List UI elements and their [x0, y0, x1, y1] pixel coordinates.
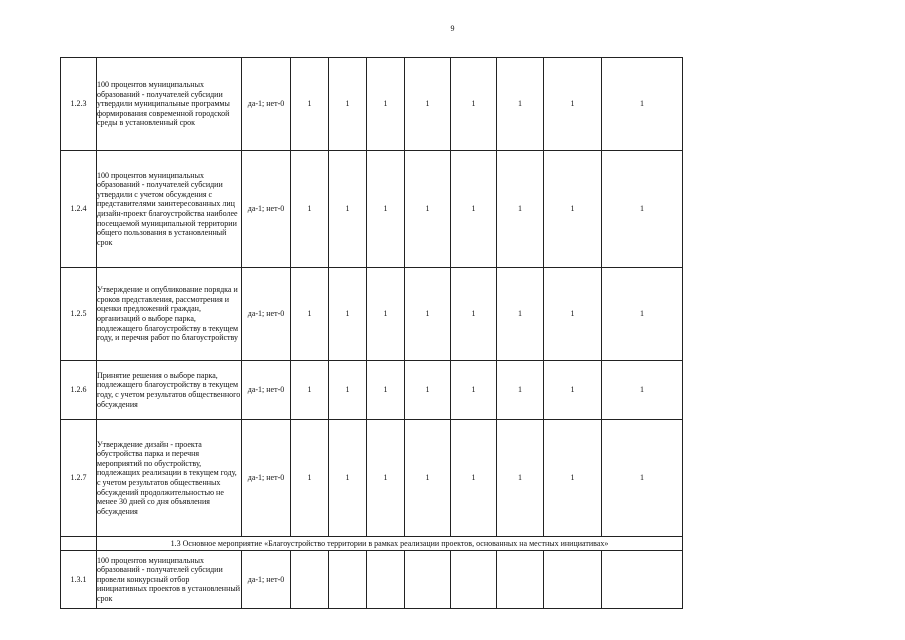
row-value — [329, 551, 367, 609]
page-number: 9 — [450, 24, 455, 33]
row-value: 1 — [602, 58, 683, 151]
row-value: 1 — [544, 361, 602, 420]
row-number: 1.2.7 — [61, 420, 97, 537]
row-value: 1 — [291, 361, 329, 420]
row-value: 1 — [367, 361, 405, 420]
section-title: 1.3 Основное мероприятие «Благоустройство территории в рамках реализации проектов, основанных на местных инициативах» — [97, 537, 683, 551]
row-value: 1 — [405, 151, 451, 268]
row-value — [602, 551, 683, 609]
indicators-table — [60, 57, 683, 609]
row-value: 1 — [329, 58, 367, 151]
row-description: Утверждение и опубликование порядка и сроков представления, рассмотрения и оценки предложений граждан, организаций о выборе парка, подлежащего благоустройству в текущем году, и перечня работ по благоустройству — [97, 268, 242, 361]
row-value: 1 — [291, 420, 329, 537]
section-spacer — [61, 537, 97, 551]
row-description: Утверждение дизайн - проекта обустройства парка и перечня мероприятий по обустройству, подлежащих реализации в текущем году, с учетом результатов общественных обсуждений продолжительностью не менее 30 дней со дня объявления обсуждения — [97, 420, 242, 537]
row-number: 1.2.5 — [61, 268, 97, 361]
row-value: 1 — [291, 58, 329, 151]
row-value: 1 — [451, 420, 497, 537]
row-value: 1 — [367, 58, 405, 151]
row-value: 1 — [544, 420, 602, 537]
row-value: 1 — [329, 361, 367, 420]
row-value: 1 — [405, 420, 451, 537]
section-row — [61, 537, 683, 551]
row-value — [451, 551, 497, 609]
table-row — [61, 551, 683, 609]
row-value — [367, 551, 405, 609]
row-number: 1.2.3 — [61, 58, 97, 151]
row-value — [497, 551, 544, 609]
row-value: 1 — [291, 268, 329, 361]
row-value: 1 — [497, 361, 544, 420]
row-unit: да-1; нет-0 — [242, 551, 291, 609]
row-value: 1 — [367, 151, 405, 268]
table-row — [61, 420, 683, 537]
row-value: 1 — [497, 58, 544, 151]
row-unit: да-1; нет-0 — [242, 420, 291, 537]
row-value: 1 — [451, 58, 497, 151]
row-value — [405, 551, 451, 609]
row-value: 1 — [602, 420, 683, 537]
row-value: 1 — [291, 151, 329, 268]
row-number: 1.2.4 — [61, 151, 97, 268]
row-unit: да-1; нет-0 — [242, 361, 291, 420]
row-value: 1 — [329, 151, 367, 268]
row-value: 1 — [544, 151, 602, 268]
row-value: 1 — [544, 268, 602, 361]
row-number: 1.2.6 — [61, 361, 97, 420]
row-value: 1 — [367, 268, 405, 361]
row-description: 100 процентов муниципальных образований - получателей субсидии утвердили муниципальные программы формирования современной городской среды в установленный срок — [97, 58, 242, 151]
row-value: 1 — [451, 268, 497, 361]
row-value: 1 — [451, 361, 497, 420]
row-unit: да-1; нет-0 — [242, 151, 291, 268]
row-value: 1 — [329, 420, 367, 537]
row-description: 100 процентов муниципальных образований - получателей субсидии утвердили с учетом обсуждения с представителями заинтересованных лиц дизайн-проект благоустройства наиболее посещаемой муниципальной территории общего пользования в установленный срок — [97, 151, 242, 268]
row-value — [544, 551, 602, 609]
row-value: 1 — [329, 268, 367, 361]
row-description: 100 процентов муниципальных образований - получателей субсидии провели конкурсный отбор инициативных проектов в установленный срок — [97, 551, 242, 609]
row-value: 1 — [602, 151, 683, 268]
row-value: 1 — [405, 58, 451, 151]
row-value — [291, 551, 329, 609]
table-row — [61, 58, 683, 151]
row-value: 1 — [451, 151, 497, 268]
row-value: 1 — [405, 268, 451, 361]
row-value: 1 — [405, 361, 451, 420]
table-row — [61, 151, 683, 268]
row-value: 1 — [497, 420, 544, 537]
row-number: 1.3.1 — [61, 551, 97, 609]
row-unit: да-1; нет-0 — [242, 58, 291, 151]
row-value: 1 — [367, 420, 405, 537]
row-unit: да-1; нет-0 — [242, 268, 291, 361]
table-row — [61, 361, 683, 420]
row-value: 1 — [602, 268, 683, 361]
row-value: 1 — [497, 151, 544, 268]
row-value: 1 — [497, 268, 544, 361]
row-description: Принятие решения о выборе парка, подлежащего благоустройству в текущем году, с учетом результатов общественного обсуждения — [97, 361, 242, 420]
row-value: 1 — [544, 58, 602, 151]
row-value: 1 — [602, 361, 683, 420]
table-row — [61, 268, 683, 361]
